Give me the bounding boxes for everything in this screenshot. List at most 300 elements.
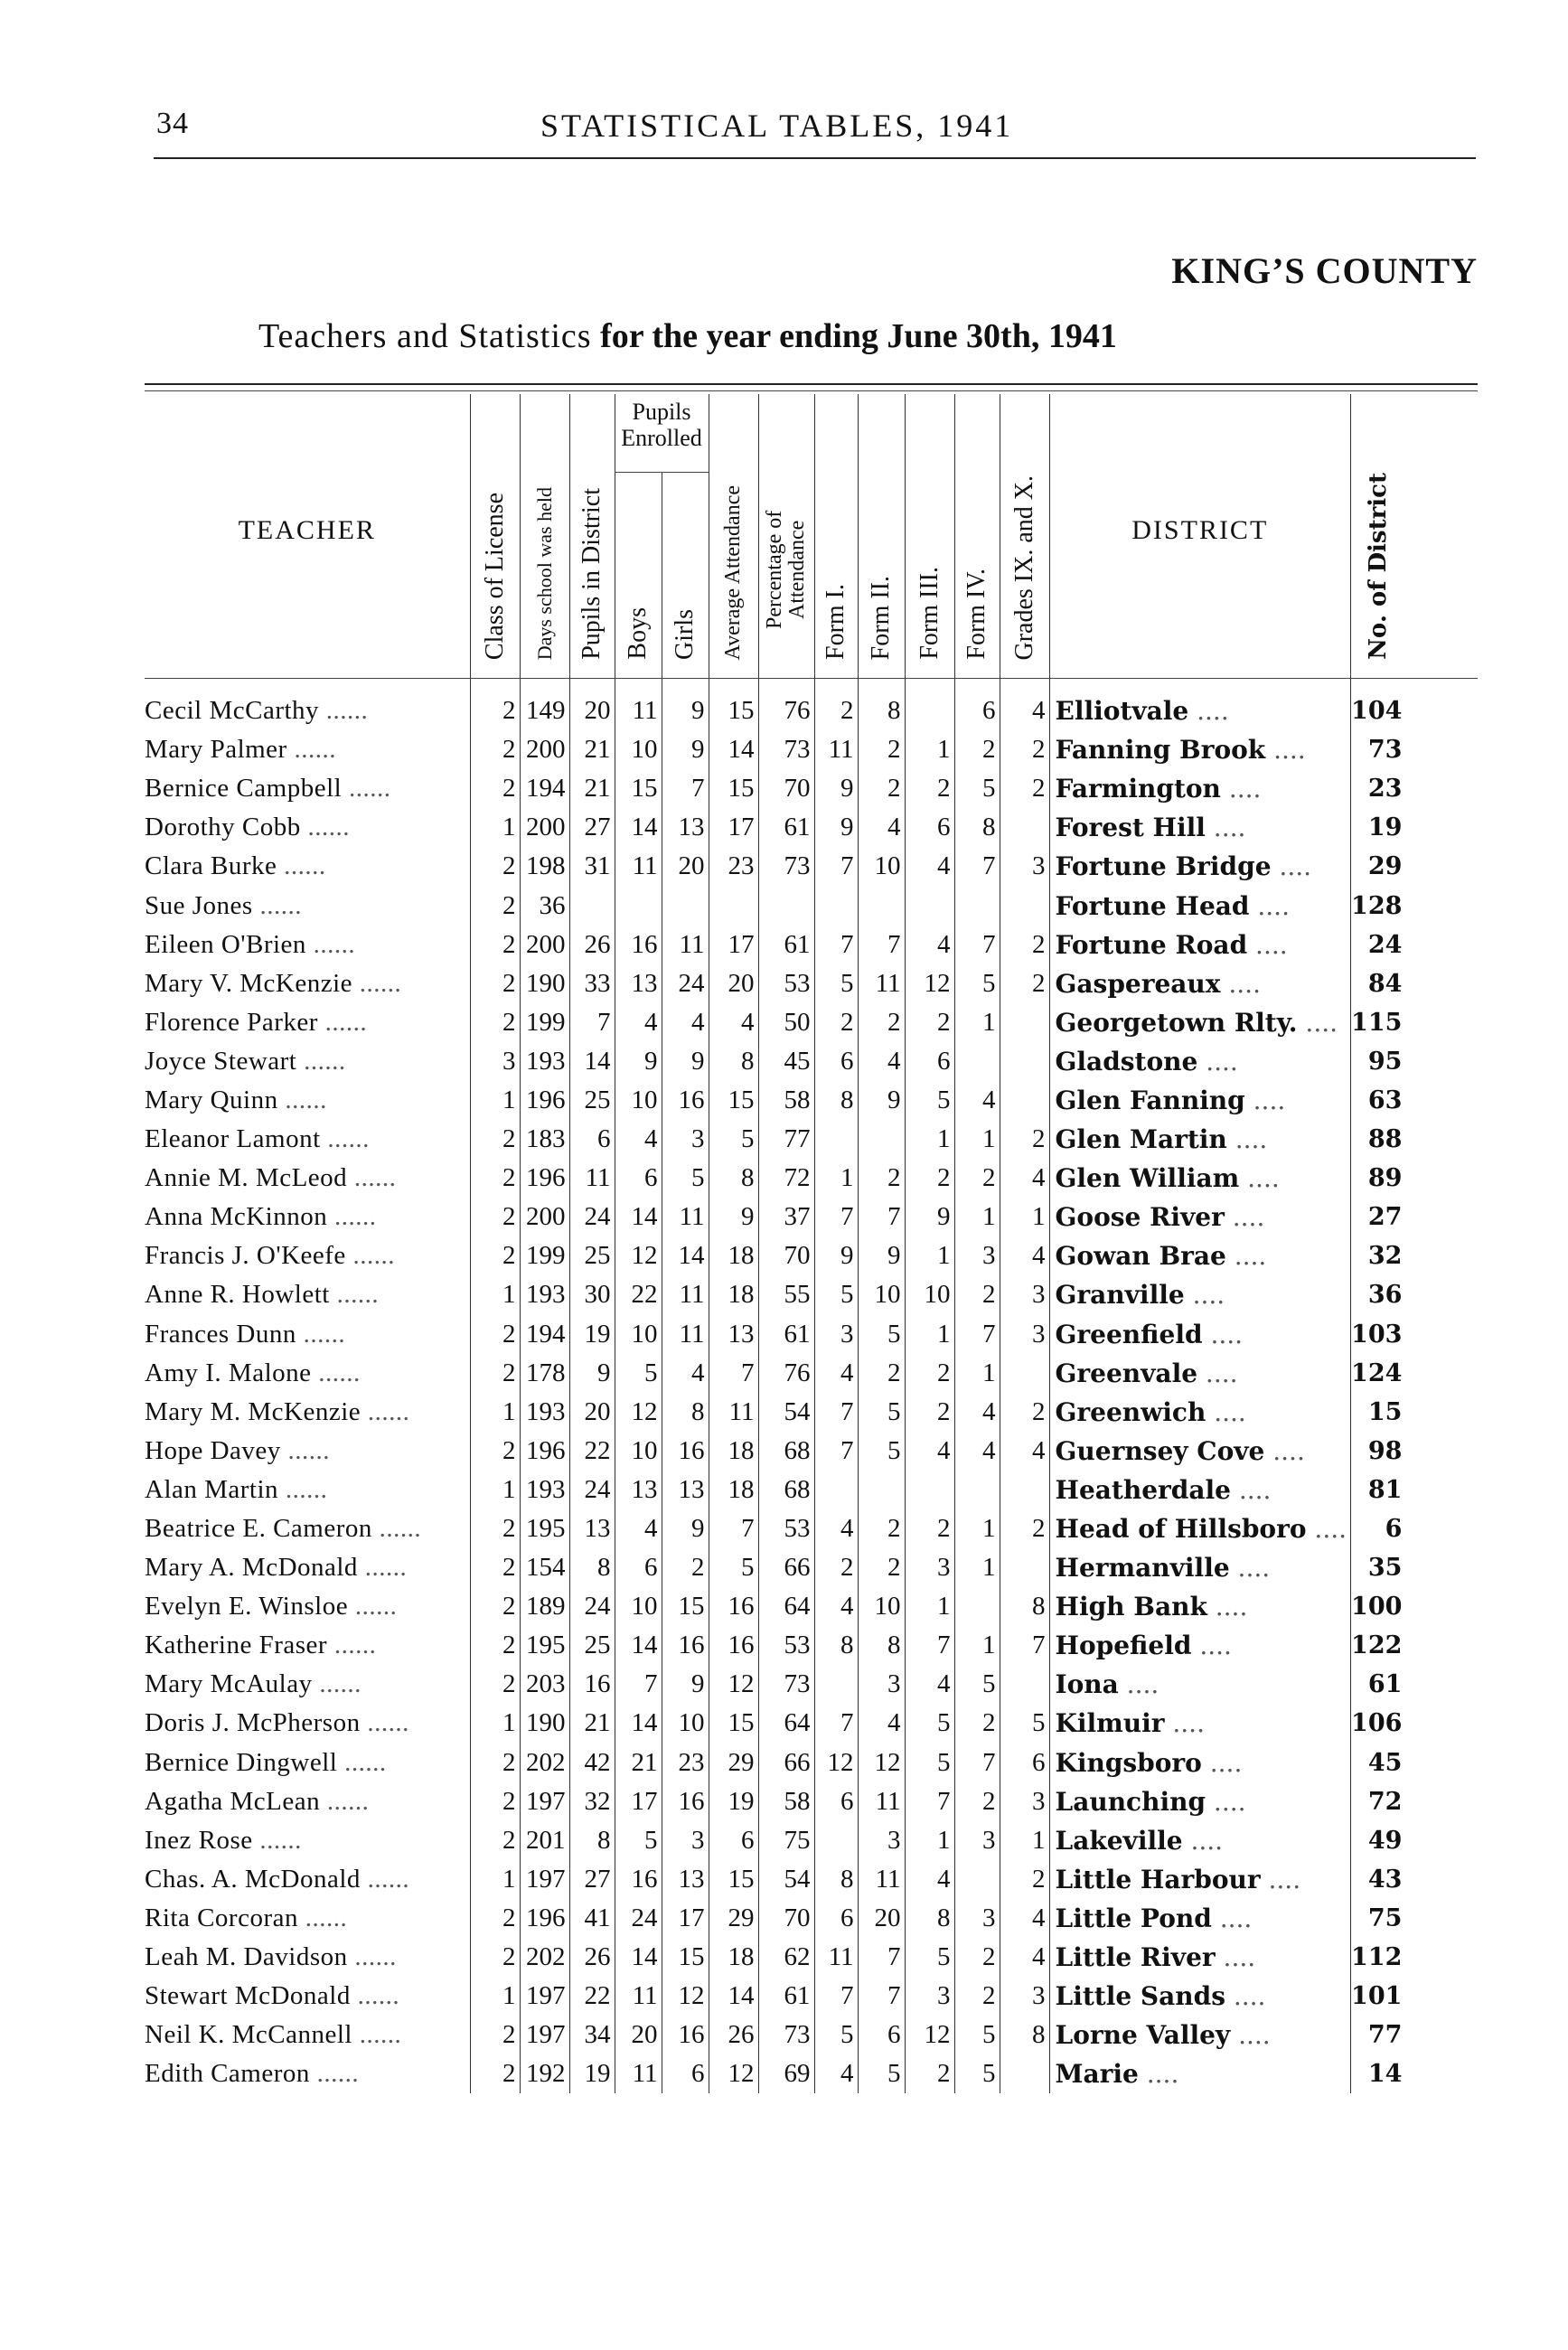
district-number: 77	[1351, 2016, 1406, 2054]
table-row	[145, 886, 1405, 925]
district-number: 104	[1351, 691, 1406, 730]
cell-g9: 1	[1000, 1821, 1049, 1860]
district-number: 19	[1351, 808, 1406, 847]
cell-girls: 12	[662, 1977, 709, 2016]
cell-boys: 11	[615, 691, 662, 730]
cell-girls: 11	[662, 1275, 709, 1314]
cell-f3: 3	[905, 1548, 954, 1587]
cell-f3: 4	[905, 1432, 954, 1471]
cell-f1: 8	[814, 1626, 858, 1665]
cell-f3: 1	[905, 1315, 954, 1354]
cell-f2: 10	[858, 847, 905, 886]
district-name: Goose River ....	[1049, 1198, 1351, 1236]
district-name: Lakeville ....	[1049, 1821, 1351, 1860]
table-row	[145, 1744, 1405, 1782]
cell-license: 2	[470, 2054, 520, 2093]
table-row	[145, 1042, 1405, 1081]
cell-g9: 3	[1000, 1977, 1049, 2016]
girls-column-header: Girls	[662, 473, 709, 667]
cell-days: 195	[520, 1626, 569, 1665]
cell-girls: 13	[662, 808, 709, 847]
cell-f2: 2	[858, 1354, 905, 1393]
cell-license: 2	[470, 1938, 520, 1977]
cell-avg: 5	[709, 1548, 758, 1587]
cell-avg: 14	[709, 1977, 758, 2016]
district-name: Fortune Bridge ....	[1049, 847, 1351, 886]
cell-avg: 8	[709, 1159, 758, 1198]
table-row	[145, 1782, 1405, 1821]
cell-boys: 24	[615, 1899, 662, 1938]
district-name: Iona ....	[1049, 1665, 1351, 1704]
cell-f3	[905, 886, 954, 925]
cell-pupils: 41	[569, 1899, 615, 1938]
cell-days: 178	[520, 1354, 569, 1393]
table-row	[145, 1704, 1405, 1743]
district-number: 103	[1351, 1315, 1406, 1354]
district-number-column-header: No. of District	[1351, 394, 1406, 666]
cell-pct: 61	[758, 1315, 814, 1354]
cell-license: 2	[470, 847, 520, 886]
cell-pct: 70	[758, 1899, 814, 1938]
cell-g9: 6	[1000, 1744, 1049, 1782]
cell-avg: 18	[709, 1432, 758, 1471]
cell-f2	[858, 1471, 905, 1509]
cell-pupils: 8	[569, 1821, 615, 1860]
cell-f1: 4	[814, 1354, 858, 1393]
cell-f2: 4	[858, 808, 905, 847]
cell-f3: 9	[905, 1198, 954, 1236]
cell-f1: 2	[814, 691, 858, 730]
district-name: Glen William ....	[1049, 1159, 1351, 1198]
district-number: 32	[1351, 1236, 1406, 1275]
cell-pct: 50	[758, 1003, 814, 1042]
cell-days: 190	[520, 964, 569, 1003]
page-number: 34	[156, 107, 189, 140]
cell-pupils: 22	[569, 1977, 615, 2016]
cell-pct: 77	[758, 1120, 814, 1159]
cell-g9: 4	[1000, 1432, 1049, 1471]
district-number: 43	[1351, 1860, 1406, 1899]
cell-g9: 4	[1000, 1236, 1049, 1275]
cell-boys: 10	[615, 1432, 662, 1471]
cell-days: 196	[520, 1432, 569, 1471]
cell-f4	[954, 1471, 1000, 1509]
table-row	[145, 1587, 1405, 1626]
table-body	[145, 666, 1405, 2093]
table-row	[145, 1860, 1405, 1899]
table-row	[145, 1003, 1405, 1042]
district-name: Georgetown Rlty. ....	[1049, 1003, 1351, 1042]
cell-boys: 13	[615, 964, 662, 1003]
cell-f2: 7	[858, 1198, 905, 1236]
cell-g9: 3	[1000, 1275, 1049, 1314]
cell-pupils: 16	[569, 1665, 615, 1704]
district-name: Greenvale ....	[1049, 1354, 1351, 1393]
cell-girls: 20	[662, 847, 709, 886]
cell-g9: 4	[1000, 1938, 1049, 1977]
cell-f2: 2	[858, 1548, 905, 1587]
cell-pct: 64	[758, 1704, 814, 1743]
cell-pupils: 7	[569, 1003, 615, 1042]
cell-f2: 4	[858, 1042, 905, 1081]
cell-boys: 20	[615, 2016, 662, 2054]
cell-f3: 5	[905, 1744, 954, 1782]
district-name: Little Pond ....	[1049, 1899, 1351, 1938]
cell-f1: 8	[814, 1081, 858, 1120]
cell-pct: 66	[758, 1548, 814, 1587]
cell-f3: 6	[905, 808, 954, 847]
district-name: High Bank ....	[1049, 1587, 1351, 1626]
cell-f1: 4	[814, 1587, 858, 1626]
cell-g9: 5	[1000, 1704, 1049, 1743]
cell-license: 1	[470, 1393, 520, 1432]
cell-f1: 11	[814, 730, 858, 769]
cell-f4: 4	[954, 1432, 1000, 1471]
teacher-name: Annie M. McLeod ......	[145, 1163, 397, 1193]
cell-f1: 8	[814, 1860, 858, 1899]
teacher-name: Mary V. McKenzie ......	[145, 968, 402, 998]
cell-girls: 9	[662, 1509, 709, 1548]
cell-f4: 8	[954, 808, 1000, 847]
cell-girls: 11	[662, 926, 709, 964]
cell-boys: 5	[615, 1821, 662, 1860]
cell-g9: 2	[1000, 1393, 1049, 1432]
header-rule	[154, 157, 1476, 159]
district-number: 15	[1351, 1393, 1406, 1432]
cell-g9	[1000, 1665, 1049, 1704]
cell-boys: 10	[615, 1081, 662, 1120]
cell-pct: 61	[758, 1977, 814, 2016]
cell-f4	[954, 886, 1000, 925]
district-name: Farmington ....	[1049, 769, 1351, 808]
teacher-name: Mary A. McDonald ......	[145, 1553, 408, 1583]
cell-girls: 23	[662, 1744, 709, 1782]
teacher-name: Mary McAulay ......	[145, 1669, 361, 1699]
cell-pupils: 8	[569, 1548, 615, 1587]
cell-pct: 69	[758, 2054, 814, 2093]
cell-days: 199	[520, 1236, 569, 1275]
cell-pupils: 30	[569, 1275, 615, 1314]
cell-pupils: 19	[569, 2054, 615, 2093]
district-name: Elliotvale ....	[1049, 691, 1351, 730]
teacher-name: Mary Palmer ......	[145, 735, 336, 765]
cell-girls: 3	[662, 1821, 709, 1860]
cell-girls: 4	[662, 1354, 709, 1393]
cell-f1: 9	[814, 1236, 858, 1275]
cell-f4: 1	[954, 1354, 1000, 1393]
cell-avg: 29	[709, 1744, 758, 1782]
cell-f1: 5	[814, 2016, 858, 2054]
teacher-name: Eleanor Lamont ......	[145, 1124, 370, 1154]
cell-g9: 8	[1000, 1587, 1049, 1626]
district-number: 73	[1351, 730, 1406, 769]
teacher-name: Agatha McLean ......	[145, 1786, 370, 1816]
cell-f3: 2	[905, 1509, 954, 1548]
cell-avg: 7	[709, 1354, 758, 1393]
cell-f3: 1	[905, 1821, 954, 1860]
district-name: Forest Hill ....	[1049, 808, 1351, 847]
cell-boys: 22	[615, 1275, 662, 1314]
cell-f3: 2	[905, 2054, 954, 2093]
cell-girls: 2	[662, 1548, 709, 1587]
cell-f4: 1	[954, 1198, 1000, 1236]
cell-pupils: 27	[569, 1860, 615, 1899]
table-row	[145, 769, 1405, 808]
district-name: Glen Fanning ....	[1049, 1081, 1351, 1120]
cell-g9	[1000, 1354, 1049, 1393]
cell-f4: 2	[954, 1704, 1000, 1743]
cell-license: 2	[470, 1626, 520, 1665]
cell-boys: 14	[615, 1626, 662, 1665]
district-number: 115	[1351, 1003, 1406, 1042]
cell-days: 193	[520, 1471, 569, 1509]
cell-license: 2	[470, 2016, 520, 2054]
district-number: 6	[1351, 1509, 1406, 1548]
cell-girls: 16	[662, 1432, 709, 1471]
cell-pct: 54	[758, 1860, 814, 1899]
cell-f2: 2	[858, 769, 905, 808]
table-row	[145, 1198, 1405, 1236]
cell-pct: 68	[758, 1471, 814, 1509]
table-row	[145, 1977, 1405, 2016]
cell-avg: 4	[709, 1003, 758, 1042]
cell-f3: 10	[905, 1275, 954, 1314]
cell-f4: 2	[954, 1977, 1000, 2016]
district-name: Kingsboro ....	[1049, 1744, 1351, 1782]
table-row	[145, 1548, 1405, 1587]
cell-avg: 15	[709, 769, 758, 808]
cell-days: 200	[520, 808, 569, 847]
cell-avg: 7	[709, 1509, 758, 1548]
cell-boys: 9	[615, 1042, 662, 1081]
cell-f2: 9	[858, 1081, 905, 1120]
statistics-table	[145, 394, 1405, 2093]
cell-pupils: 34	[569, 2016, 615, 2054]
district-name: Granville ....	[1049, 1275, 1351, 1314]
district-name: Little Sands ....	[1049, 1977, 1351, 2016]
district-number: 128	[1351, 886, 1406, 925]
cell-days: 201	[520, 1821, 569, 1860]
cell-girls: 16	[662, 2016, 709, 2054]
cell-avg: 23	[709, 847, 758, 886]
cell-boys: 14	[615, 808, 662, 847]
cell-f4: 7	[954, 847, 1000, 886]
cell-f1: 9	[814, 769, 858, 808]
table-row	[145, 1471, 1405, 1509]
cell-g9: 2	[1000, 964, 1049, 1003]
cell-license: 3	[470, 1042, 520, 1081]
cell-f4: 3	[954, 1899, 1000, 1938]
cell-license: 2	[470, 1665, 520, 1704]
cell-f4: 4	[954, 1393, 1000, 1432]
cell-avg: 18	[709, 1938, 758, 1977]
cell-f1: 2	[814, 1548, 858, 1587]
cell-license: 2	[470, 1744, 520, 1782]
cell-g9	[1000, 808, 1049, 847]
district-name: Gowan Brae ....	[1049, 1236, 1351, 1275]
cell-f4: 3	[954, 1821, 1000, 1860]
cell-g9	[1000, 886, 1049, 925]
cell-g9	[1000, 1042, 1049, 1081]
cell-f1: 12	[814, 1744, 858, 1782]
teacher-name: Doris J. McPherson ......	[145, 1708, 409, 1738]
cell-f2: 4	[858, 1704, 905, 1743]
cell-boys: 17	[615, 1782, 662, 1821]
district-number: 14	[1351, 2054, 1406, 2093]
form-2-column-header: Form II.	[858, 394, 905, 666]
teacher-name: Amy I. Malone ......	[145, 1358, 361, 1387]
cell-avg: 16	[709, 1587, 758, 1626]
grades-9-10-column-header: Grades IX. and X.	[1000, 394, 1049, 666]
cell-f1: 5	[814, 1275, 858, 1314]
teacher-name: Anne R. Howlett ......	[145, 1280, 380, 1310]
cell-f4: 5	[954, 769, 1000, 808]
cell-pct: 53	[758, 1626, 814, 1665]
cell-days: 36	[520, 886, 569, 925]
cell-pct: 72	[758, 1159, 814, 1198]
table-row	[145, 808, 1405, 847]
form-1-column-header: Form I.	[814, 394, 858, 666]
cell-girls: 9	[662, 1042, 709, 1081]
cell-license: 2	[470, 964, 520, 1003]
cell-f4: 1	[954, 1003, 1000, 1042]
cell-pupils: 9	[569, 1354, 615, 1393]
cell-f3: 4	[905, 1665, 954, 1704]
district-name: Guernsey Cove ....	[1049, 1432, 1351, 1471]
cell-f1: 1	[814, 1159, 858, 1198]
days-column-header: Days school was held	[520, 394, 569, 666]
cell-boys: 14	[615, 1704, 662, 1743]
district-number: 45	[1351, 1744, 1406, 1782]
cell-license: 2	[470, 886, 520, 925]
district-number: 89	[1351, 1159, 1406, 1198]
cell-girls: 11	[662, 1198, 709, 1236]
cell-license: 2	[470, 1432, 520, 1471]
header-spacer-row	[145, 666, 1405, 691]
average-attendance-column-header: Average Attendance	[709, 394, 758, 666]
cell-pct: 61	[758, 808, 814, 847]
cell-pupils: 20	[569, 1393, 615, 1432]
cell-boys: 21	[615, 1744, 662, 1782]
cell-boys: 11	[615, 847, 662, 886]
cell-f4: 6	[954, 691, 1000, 730]
cell-days: 193	[520, 1275, 569, 1314]
cell-f1: 7	[814, 847, 858, 886]
district-number: 98	[1351, 1432, 1406, 1471]
cell-boys: 15	[615, 769, 662, 808]
cell-f3: 12	[905, 2016, 954, 2054]
district-number: 63	[1351, 1081, 1406, 1120]
cell-f3: 8	[905, 1899, 954, 1938]
cell-f1: 7	[814, 1198, 858, 1236]
district-number: 95	[1351, 1042, 1406, 1081]
district-number: 61	[1351, 1665, 1406, 1704]
cell-g9: 2	[1000, 1509, 1049, 1548]
cell-license: 2	[470, 1821, 520, 1860]
cell-avg: 5	[709, 1120, 758, 1159]
cell-days: 198	[520, 847, 569, 886]
cell-g9: 3	[1000, 1782, 1049, 1821]
cell-f1: 4	[814, 1509, 858, 1548]
cell-days: 190	[520, 1704, 569, 1743]
cell-g9: 4	[1000, 1899, 1049, 1938]
cell-f4: 7	[954, 926, 1000, 964]
cell-pct: 53	[758, 1509, 814, 1548]
cell-f1: 7	[814, 1432, 858, 1471]
cell-f2: 7	[858, 926, 905, 964]
cell-f1: 7	[814, 926, 858, 964]
cell-f4: 7	[954, 1315, 1000, 1354]
cell-f1: 5	[814, 964, 858, 1003]
cell-f4	[954, 1042, 1000, 1081]
cell-days: 200	[520, 926, 569, 964]
cell-g9	[1000, 1471, 1049, 1509]
cell-f3: 5	[905, 1081, 954, 1120]
cell-license: 2	[470, 1198, 520, 1236]
cell-pupils: 22	[569, 1432, 615, 1471]
district-name: Head of Hillsboro ....	[1049, 1509, 1351, 1548]
cell-f1: 6	[814, 1782, 858, 1821]
cell-f3: 1	[905, 730, 954, 769]
cell-f1: 7	[814, 1393, 858, 1432]
cell-f2: 11	[858, 1860, 905, 1899]
cell-pct: 37	[758, 1198, 814, 1236]
cell-license: 2	[470, 1509, 520, 1548]
cell-f3: 1	[905, 1236, 954, 1275]
district-name: Fortune Head ....	[1049, 886, 1351, 925]
cell-f2: 20	[858, 1899, 905, 1938]
cell-f2: 5	[858, 1315, 905, 1354]
cell-boys: 4	[615, 1003, 662, 1042]
teacher-name: Francis J. O'Keefe ......	[145, 1241, 396, 1271]
cell-pct: 58	[758, 1782, 814, 1821]
cell-license: 1	[470, 1471, 520, 1509]
cell-f4: 2	[954, 730, 1000, 769]
cell-avg: 13	[709, 1315, 758, 1354]
cell-f1: 6	[814, 1042, 858, 1081]
cell-boys: 11	[615, 2054, 662, 2093]
cell-f4: 3	[954, 1236, 1000, 1275]
cell-license: 2	[470, 1003, 520, 1042]
cell-girls: 16	[662, 1782, 709, 1821]
cell-girls: 9	[662, 730, 709, 769]
district-name: Little Harbour ....	[1049, 1860, 1351, 1899]
cell-pct: 75	[758, 1821, 814, 1860]
cell-girls: 17	[662, 1899, 709, 1938]
cell-avg: 12	[709, 1665, 758, 1704]
cell-boys: 5	[615, 1354, 662, 1393]
table-row	[145, 1236, 1405, 1275]
teacher-name: Rita Corcoran ......	[145, 1903, 348, 1932]
cell-f2: 11	[858, 964, 905, 1003]
cell-license: 2	[470, 926, 520, 964]
cell-g9: 2	[1000, 1860, 1049, 1899]
table-row	[145, 1509, 1405, 1548]
cell-pupils: 26	[569, 926, 615, 964]
form-3-column-header: Form III.	[905, 394, 954, 666]
cell-girls: 5	[662, 1159, 709, 1198]
cell-girls: 24	[662, 964, 709, 1003]
cell-f3: 5	[905, 1938, 954, 1977]
boys-column-header: Boys	[615, 473, 662, 667]
cell-f1: 4	[814, 2054, 858, 2093]
cell-g9	[1000, 1548, 1049, 1587]
cell-g9: 4	[1000, 1159, 1049, 1198]
cell-f4: 5	[954, 1665, 1000, 1704]
cell-boys: 10	[615, 1587, 662, 1626]
teacher-name: Dorothy Cobb ......	[145, 813, 350, 842]
cell-f4: 5	[954, 964, 1000, 1003]
